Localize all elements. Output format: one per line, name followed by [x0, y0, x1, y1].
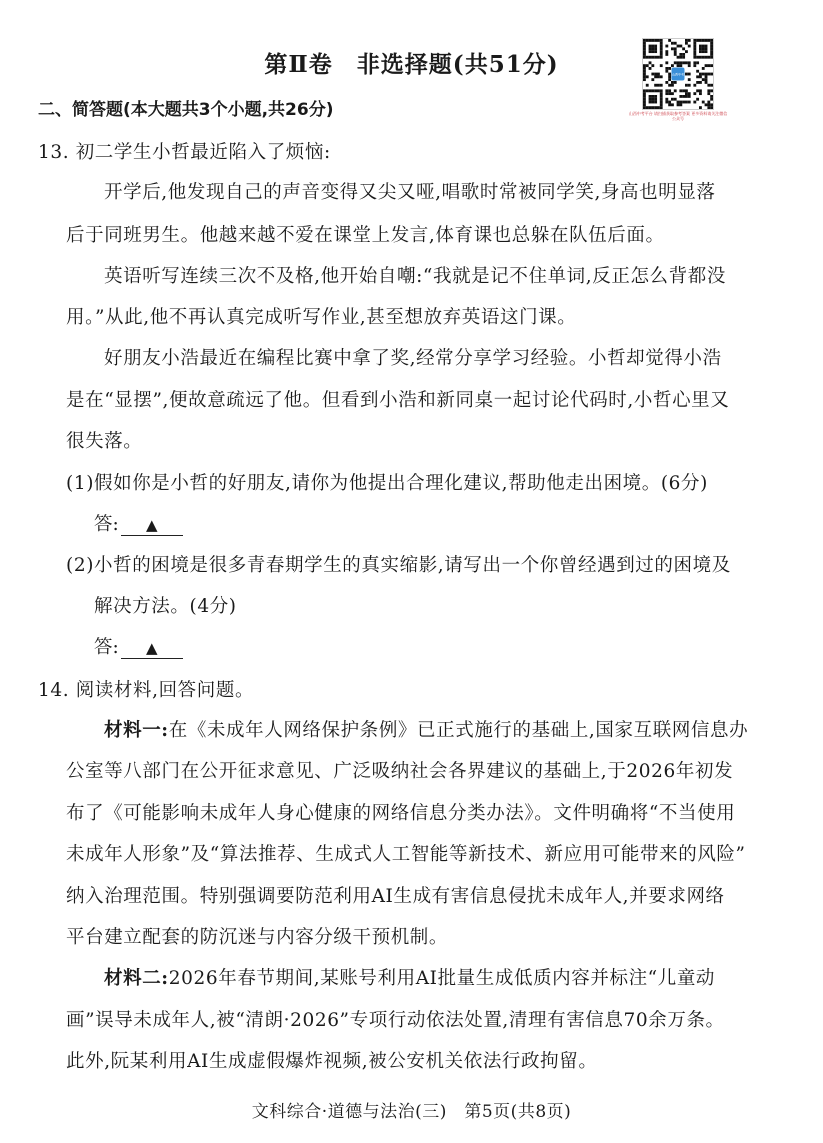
qr-module: [710, 95, 713, 98]
qr-module: [677, 101, 680, 104]
qr-module: [660, 103, 663, 106]
qr-module: [646, 56, 649, 59]
qr-module: [649, 50, 652, 53]
qr-module: [668, 84, 671, 87]
qr-module: [654, 47, 657, 50]
qr-module: [679, 61, 682, 64]
qr-module: [651, 98, 654, 101]
qr-module: [643, 78, 646, 81]
qr-module: [649, 47, 652, 50]
qr-module: [674, 61, 677, 64]
qr-module: [649, 98, 652, 101]
qr-module: [696, 70, 699, 73]
qr-module: [643, 98, 646, 101]
triangle-icon: ▲: [145, 516, 158, 534]
q13-answer-1[interactable]: [94, 510, 183, 536]
q13-line: 好朋友小浩最近在编程比赛中拿了奖,经常分享学习经验。小哲却觉得小浩: [104, 348, 722, 369]
qr-module: [668, 89, 671, 92]
qr-module: [685, 39, 688, 42]
qr-module: [693, 56, 696, 59]
q13-line: 用。”从此,他不再认真完成听写作业,甚至想放弃英语这门课。: [66, 307, 577, 328]
qr-module: [710, 50, 713, 53]
q13-answer-2[interactable]: [94, 633, 183, 659]
qr-module: [674, 53, 677, 56]
q13-sub2: 解决方法。(4分): [94, 596, 237, 617]
qr-module: [696, 89, 699, 92]
qr-module: [702, 50, 705, 53]
qr-module: [685, 101, 688, 104]
qr-module: [665, 61, 668, 64]
qr-module: [665, 81, 668, 84]
qr-module: [705, 64, 708, 67]
q13-line: 是在“显摆”,便故意疏远了他。但看到小浩和新同桌一起讨论代码时,小哲心里又: [66, 390, 730, 411]
qr-module: [693, 45, 696, 48]
q13-stem: 13. 初二学生小哲最近陷入了烦恼:: [38, 142, 331, 163]
qr-module: [649, 89, 652, 92]
qr-module: [654, 84, 657, 87]
qr-module: [654, 75, 657, 78]
qr-module: [660, 45, 663, 48]
qr-module: [707, 92, 710, 95]
qr-module: [651, 50, 654, 53]
qr-module: [688, 95, 691, 98]
qr-module: [646, 64, 649, 67]
qr-module: [688, 84, 691, 87]
qr-module: [665, 67, 668, 70]
qr-module: [643, 73, 646, 76]
qr-module: [685, 50, 688, 53]
qr-module: [654, 39, 657, 42]
qr-module: [660, 92, 663, 95]
qr-module: [643, 101, 646, 104]
qr-module: [649, 56, 652, 59]
qr-module: [696, 81, 699, 84]
qr-module: [679, 95, 682, 98]
qr-module: [710, 47, 713, 50]
qr-logo-text: 山西中考: [671, 72, 685, 77]
qr-module: [671, 84, 674, 87]
qr-module: [699, 50, 702, 53]
qr-module: [674, 50, 677, 53]
qr-module: [702, 73, 705, 76]
qr-module: [649, 45, 652, 48]
qr-module: [705, 56, 708, 59]
qr-module: [699, 92, 702, 95]
qr-module: [685, 61, 688, 64]
qr-module: [710, 84, 713, 87]
qr-module: [705, 73, 708, 76]
q13-line: 开学后,他发现自己的声音变得又尖又哑,唱歌时常被同学笑,身高也明显落: [104, 182, 716, 203]
qr-module: [682, 95, 685, 98]
qr-module: [651, 56, 654, 59]
qr-module: [654, 106, 657, 109]
q14-material-2: [104, 964, 715, 990]
qr-module: [705, 47, 708, 50]
qr-module: [651, 101, 654, 104]
qr-module: [693, 53, 696, 56]
qr-module: [668, 101, 671, 104]
qr-module: [668, 103, 671, 106]
q14-line: 公室等八部门在公开征求意见、广泛吸纳社会各界建议的基础上,于2026年初发: [66, 761, 734, 782]
qr-module: [660, 50, 663, 53]
qr-module: [651, 39, 654, 42]
qr-module: [682, 101, 685, 104]
qr-module: [649, 67, 652, 70]
qr-module: [699, 75, 702, 78]
qr-module: [646, 75, 649, 78]
qr-module: [707, 73, 710, 76]
qr-module: [643, 67, 646, 70]
qr-module: [649, 39, 652, 42]
qr-module: [707, 89, 710, 92]
qr-module: [696, 56, 699, 59]
qr-module: [674, 89, 677, 92]
answer-label: 答:: [94, 514, 119, 535]
qr-module: [679, 64, 682, 67]
qr-module: [702, 45, 705, 48]
qr-module: [657, 106, 660, 109]
qr-module: [679, 56, 682, 59]
qr-module: [660, 64, 663, 67]
qr-module: [646, 39, 649, 42]
material-label: 材料一:: [104, 720, 169, 741]
qr-module: [696, 98, 699, 101]
qr-module: [682, 89, 685, 92]
qr-module: [649, 106, 652, 109]
qr-module: [699, 106, 702, 109]
answer-blank[interactable]: [121, 514, 183, 536]
qr-code-image: [642, 38, 714, 110]
qr-module: [677, 45, 680, 48]
qr-module: [688, 61, 691, 64]
qr-module: [660, 42, 663, 45]
qr-module: [688, 73, 691, 76]
q13-line: 后于同班男生。他越来越不爱在课堂上发言,体育课也总躲在队伍后面。: [66, 225, 665, 246]
qr-module: [651, 89, 654, 92]
qr-module: [707, 101, 710, 104]
qr-module: [699, 47, 702, 50]
qr-module: [660, 98, 663, 101]
qr-module: [668, 92, 671, 95]
qr-module: [665, 50, 668, 53]
qr-module: [693, 92, 696, 95]
qr-module: [643, 53, 646, 56]
qr-module: [654, 95, 657, 98]
qr-module: [699, 56, 702, 59]
q14-line: 布了《可能影响未成年人身心健康的网络信息分类办法》。文件明确将“不当使用: [66, 803, 736, 824]
qr-module: [693, 84, 696, 87]
qr-caption: 山西中考平台 请扫描获取参考答案 更多资料请关注微信公众号: [628, 111, 728, 121]
qr-module: [710, 42, 713, 45]
qr-module: [677, 103, 680, 106]
qr-module: [643, 95, 646, 98]
section-header: 二、简答题(本大题共3个小题,共26分): [38, 100, 334, 120]
qr-module: [679, 101, 682, 104]
qr-module: [668, 75, 671, 78]
material-text: 2026年春节期间,某账号利用AI批量生成低质内容并标注“儿童动: [168, 968, 716, 989]
qr-module: [660, 95, 663, 98]
qr-module: [682, 47, 685, 50]
qr-module: [707, 106, 710, 109]
qr-module: [693, 39, 696, 42]
qr-module: [660, 75, 663, 78]
qr-module: [654, 45, 657, 48]
qr-module: [674, 42, 677, 45]
qr-module: [657, 75, 660, 78]
qr-module: [682, 61, 685, 64]
qr-module: [643, 42, 646, 45]
qr-module: [674, 98, 677, 101]
qr-module: [685, 92, 688, 95]
qr-module: [665, 89, 668, 92]
qr-module: [699, 89, 702, 92]
qr-module: [677, 61, 680, 64]
qr-module: [702, 78, 705, 81]
qr-module: [665, 92, 668, 95]
qr-module: [685, 89, 688, 92]
qr-module: [654, 101, 657, 104]
qr-module: [643, 64, 646, 67]
qr-module: [660, 39, 663, 42]
qr-module: [671, 92, 674, 95]
qr-module: [665, 45, 668, 48]
qr-module: [710, 53, 713, 56]
qr-module: [646, 89, 649, 92]
qr-module: [693, 61, 696, 64]
qr-module: [682, 53, 685, 56]
qr-module: [646, 84, 649, 87]
qr-module: [677, 56, 680, 59]
qr-module: [657, 89, 660, 92]
q14-line: 平台建立配套的防沉迷与内容分级干预机制。: [66, 927, 449, 948]
qr-module: [705, 75, 708, 78]
q13-sub2: (2)小哲的困境是很多青春期学生的真实缩影,请写出一个你曾经遇到过的困境及: [66, 555, 731, 576]
answer-label: 答:: [94, 637, 119, 658]
qr-module: [654, 98, 657, 101]
q14-line: 纳入治理范围。特别强调要防范利用AI生成有害信息侵扰未成年人,并要求网络: [66, 886, 725, 907]
qr-module: [643, 39, 646, 42]
qr-module: [649, 61, 652, 64]
qr-module: [665, 53, 668, 56]
qr-module: [707, 39, 710, 42]
qr-module: [688, 92, 691, 95]
qr-module: [660, 106, 663, 109]
q14-line: 此外,阮某利用AI生成虚假爆炸视频,被公安机关依法行政拘留。: [66, 1051, 598, 1072]
qr-module: [674, 47, 677, 50]
qr-module: [671, 64, 674, 67]
qr-module: [643, 103, 646, 106]
qr-module: [688, 64, 691, 67]
qr-module: [710, 89, 713, 92]
qr-module: [705, 45, 708, 48]
qr-module: [671, 42, 674, 45]
qr-module: [671, 81, 674, 84]
qr-module: [693, 101, 696, 104]
qr-module: [693, 47, 696, 50]
qr-module: [710, 64, 713, 67]
qr-module: [657, 84, 660, 87]
qr-module: [710, 103, 713, 106]
qr-module: [682, 56, 685, 59]
qr-module: [710, 106, 713, 109]
qr-module: [707, 56, 710, 59]
qr-module: [654, 89, 657, 92]
qr-module: [643, 50, 646, 53]
qr-module: [702, 47, 705, 50]
qr-module: [660, 101, 663, 104]
qr-module: [657, 39, 660, 42]
qr-module: [654, 56, 657, 59]
qr-module: [649, 101, 652, 104]
qr-module: [693, 42, 696, 45]
qr-module: [674, 81, 677, 84]
qr-module: [651, 45, 654, 48]
qr-module: [679, 89, 682, 92]
qr-module: [671, 98, 674, 101]
material-text: 在《未成年人网络保护条例》已正式施行的基础上,国家互联网信息办: [168, 720, 749, 741]
q13-line: 英语听写连续三次不及格,他开始自嘲:“我就是记不住单词,反正怎么背都没: [104, 266, 726, 287]
q14-stem: 14. 阅读材料,回答问题。: [38, 680, 255, 701]
qr-module: [643, 56, 646, 59]
qr-module: [643, 45, 646, 48]
qr-module: [660, 84, 663, 87]
qr-module: [651, 64, 654, 67]
qr-module: [685, 84, 688, 87]
qr-module: [685, 73, 688, 76]
qr-module: [657, 56, 660, 59]
qr-module: [657, 73, 660, 76]
qr-module: [705, 39, 708, 42]
qr-module: [679, 53, 682, 56]
triangle-icon: ▲: [145, 639, 158, 657]
qr-module: [651, 47, 654, 50]
qr-module: [693, 50, 696, 53]
qr-module: [710, 73, 713, 76]
qr-module: [710, 45, 713, 48]
qr-module: [705, 78, 708, 81]
qr-module: [705, 50, 708, 53]
qr-module: [651, 106, 654, 109]
qr-module: [702, 39, 705, 42]
qr-module: [688, 39, 691, 42]
qr-module: [660, 56, 663, 59]
qr-module: [671, 47, 674, 50]
q13-line: 很失落。: [66, 431, 143, 452]
qr-module: [696, 61, 699, 64]
qr-module: [679, 45, 682, 48]
qr-module: [702, 56, 705, 59]
qr-module: [665, 101, 668, 104]
qr-module: [699, 73, 702, 76]
page-title: 第Ⅱ卷 非选择题(共51分): [264, 51, 559, 78]
qr-module: [696, 75, 699, 78]
qr-module: [693, 64, 696, 67]
qr-module: [643, 89, 646, 92]
qr-module: [668, 73, 671, 76]
qr-module: [654, 73, 657, 76]
qr-module: [668, 39, 671, 42]
qr-module: [699, 39, 702, 42]
qr-module: [688, 45, 691, 48]
qr-module: [643, 47, 646, 50]
qr-module: [702, 101, 705, 104]
qr-module: [651, 95, 654, 98]
qr-module: [646, 106, 649, 109]
qr-module: [710, 98, 713, 101]
page-footer: 文科综合·道德与法治(三) 第5页(共8页): [251, 1102, 572, 1122]
qr-module: [643, 75, 646, 78]
qr-module: [649, 95, 652, 98]
qr-module: [710, 56, 713, 59]
q14-line: 画”误导未成年人,被“清朗·2026”专项行动依法处置,清理有害信息70余万条。: [66, 1010, 725, 1031]
q14-material-1: [104, 716, 748, 742]
qr-module: [660, 89, 663, 92]
material-label: 材料二:: [104, 968, 169, 989]
q14-line: 未成年人形象”及“算法推荐、生成式人工智能等新技术、新应用可能带来的风险”: [66, 844, 746, 865]
qr-module: [707, 84, 710, 87]
qr-module: [710, 39, 713, 42]
qr-module: [665, 70, 668, 73]
qr-module: [654, 50, 657, 53]
qr-module: [643, 70, 646, 73]
qr-module: [668, 67, 671, 70]
qr-module: [702, 67, 705, 70]
qr-module: [685, 95, 688, 98]
answer-blank[interactable]: [121, 637, 183, 659]
qr-module: [707, 64, 710, 67]
qr-module: [651, 73, 654, 76]
qr-module: [665, 98, 668, 101]
qr-module: [705, 103, 708, 106]
qr-module: [707, 103, 710, 106]
qr-module: [688, 101, 691, 104]
qr-module: [677, 64, 680, 67]
qr-module: [685, 42, 688, 45]
qr-module: [660, 47, 663, 50]
qr-module: [696, 39, 699, 42]
qr-module: [643, 106, 646, 109]
qr-module: [679, 103, 682, 106]
qr-module: [651, 78, 654, 81]
qr-module: [688, 78, 691, 81]
q13-sub1: (1)假如你是小哲的好朋友,请你为他提出合理化建议,帮助他走出困境。(6分): [66, 473, 708, 494]
qr-module: [671, 103, 674, 106]
qr-module: [705, 81, 708, 84]
qr-module: [660, 53, 663, 56]
qr-module: [699, 81, 702, 84]
qr-module: [668, 78, 671, 81]
qr-module: [699, 45, 702, 48]
qr-module: [643, 92, 646, 95]
